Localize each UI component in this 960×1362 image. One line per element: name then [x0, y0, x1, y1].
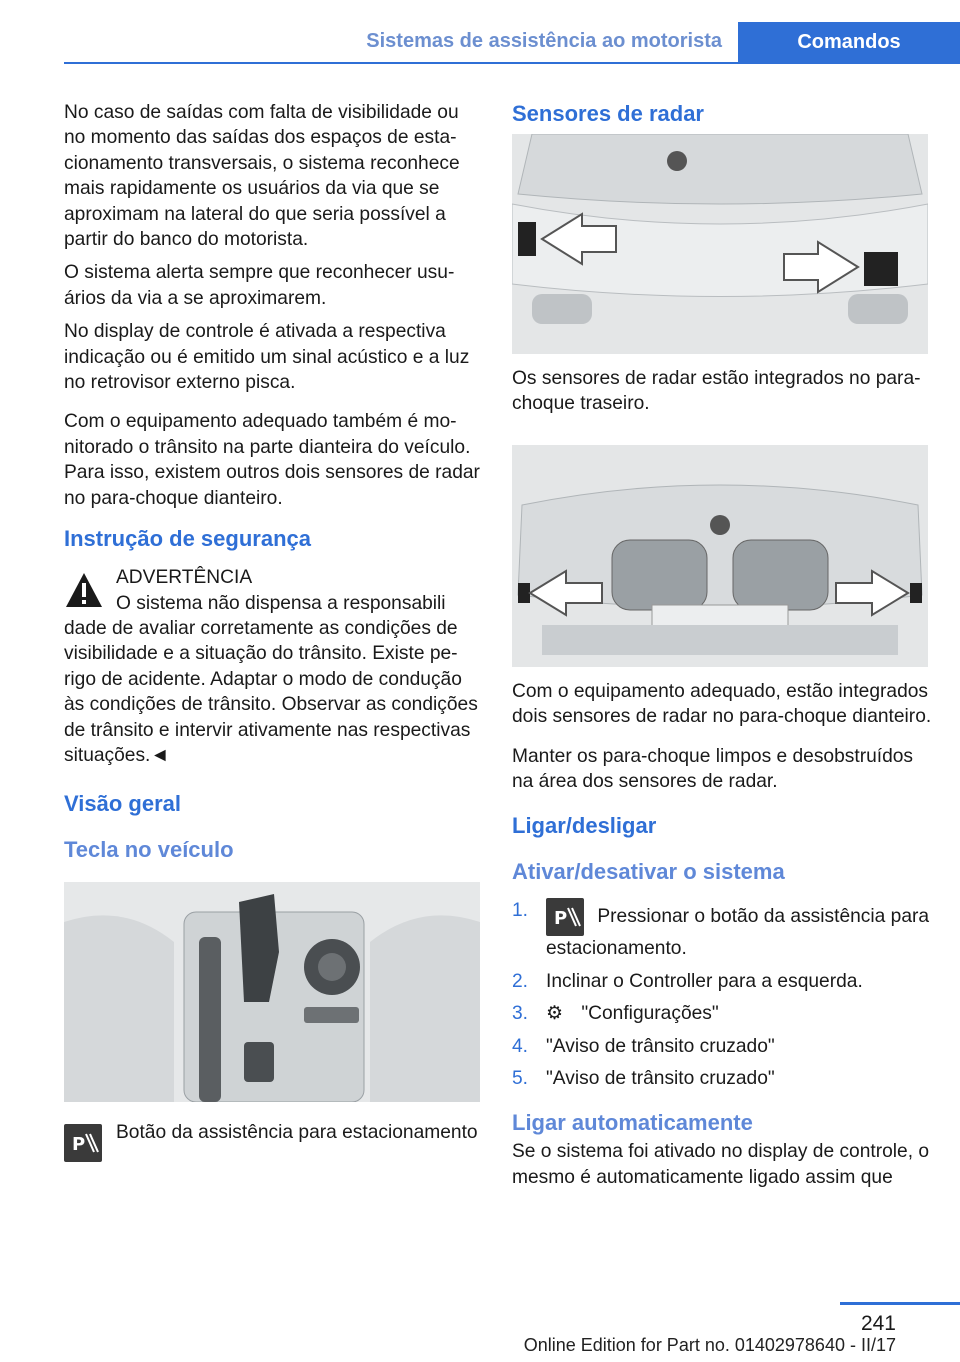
overview-heading: Visão geral	[64, 791, 181, 817]
warning-lead: O sistema não dispensa a responsabili	[116, 592, 446, 614]
page-number: 241	[860, 1312, 896, 1335]
list-item: 5. "Aviso de trânsito cruzado"	[512, 1068, 775, 1090]
gear-icon: ⚙	[546, 1003, 564, 1025]
rear-bumper-drawing	[512, 134, 928, 354]
list-item: 3. ⚙ "Configurações"	[512, 1001, 932, 1026]
left-column	[64, 100, 482, 1156]
rear-sensors-text: Os sensores de radar estão integrados no para-choque traseiro.	[512, 368, 921, 415]
radar-heading: Sensores de radar	[512, 101, 704, 126]
button-caption: Botão da assistência para estacionamento	[116, 1122, 478, 1144]
parking-assistant-button-icon	[546, 898, 584, 936]
right-column	[512, 100, 932, 1198]
console-illustration	[64, 882, 480, 1102]
auto-heading: Ligar automaticamente	[512, 1110, 753, 1136]
auto-text: Se o sistema foi ativado no display de controle, o mesmo é automaticamente ligado assim que	[512, 1141, 930, 1188]
edition-note: Online Edition for Part no. 01402978640 - II/17	[523, 1335, 896, 1355]
list-item: 2. Inclinar o Controller para a esquerda.	[512, 970, 863, 992]
front-bumper-drawing	[512, 445, 928, 667]
list-item: 4. "Aviso de trânsito cruzado"	[512, 1035, 775, 1057]
safety-heading: Instrução de segurança	[64, 526, 311, 552]
svg-text:P: P	[72, 1134, 86, 1156]
header-chapter-tab: Comandos	[738, 22, 960, 63]
paragraph: No caso de saídas com falta de visibilidade ou no momento das saídas dos espaços de estacionamento transversais, o sistema reconhece mais rapidamente os usuários da via que se aproximam na lateral do que seria possível a partir do banco do motorista.	[64, 102, 460, 251]
onoff-heading: Ligar/desligar	[512, 813, 657, 839]
console-drawing	[64, 882, 480, 1102]
warning-title: ADVERTÊNCIA	[116, 567, 253, 589]
paragraph: O sistema alerta sempre que reconhecer usuários da via a se aproximarem.	[64, 262, 455, 309]
warning-block	[64, 565, 482, 768]
svg-text:P: P	[554, 908, 568, 930]
button-caption-block	[64, 1120, 482, 1156]
header-section-title: Sistemas de assistência ao motorista	[366, 30, 722, 52]
activate-heading: Ativar/desativar o sistema	[512, 859, 785, 885]
parking-assistant-button-icon	[64, 1124, 102, 1162]
warning-icon	[64, 571, 104, 609]
clean-sensors-text: Manter os para-choque limpos e desobstruídos na área dos sensores de radar.	[512, 745, 914, 793]
paragraph: No display de controle é ativada a respectiva indicação ou é emitido um sinal acústico e a luz no retrovisor externo pisca.	[64, 321, 470, 394]
front-sensors-text: Com o equipamento adequado, estão integrados dois sensores de radar no para-choque dianteiro.	[512, 680, 932, 728]
rear-bumper-illustration	[512, 134, 928, 354]
list-item: 1. P Pressionar o botão da assistência para estacionamento.	[512, 900, 930, 960]
paragraph: Com o equipamento adequado também é monitorado o trânsito na parte dianteira do veículo. Para isso, existem outros dois sensores de radar no para-choque dianteiro.	[64, 411, 480, 509]
activation-steps	[512, 898, 932, 1091]
warning-text: dade de avaliar corretamente as condições de visibilidade e a situação do trânsito. Existe perigo de acidente. Adaptar o modo de condução às condições de trânsito. Observar as condições de trânsito e intervir ativamente nas respectivas situações.◄	[64, 617, 478, 766]
key-heading: Tecla no veículo	[64, 837, 234, 863]
front-bumper-illustration	[512, 445, 928, 667]
footer-rule	[840, 1302, 960, 1305]
